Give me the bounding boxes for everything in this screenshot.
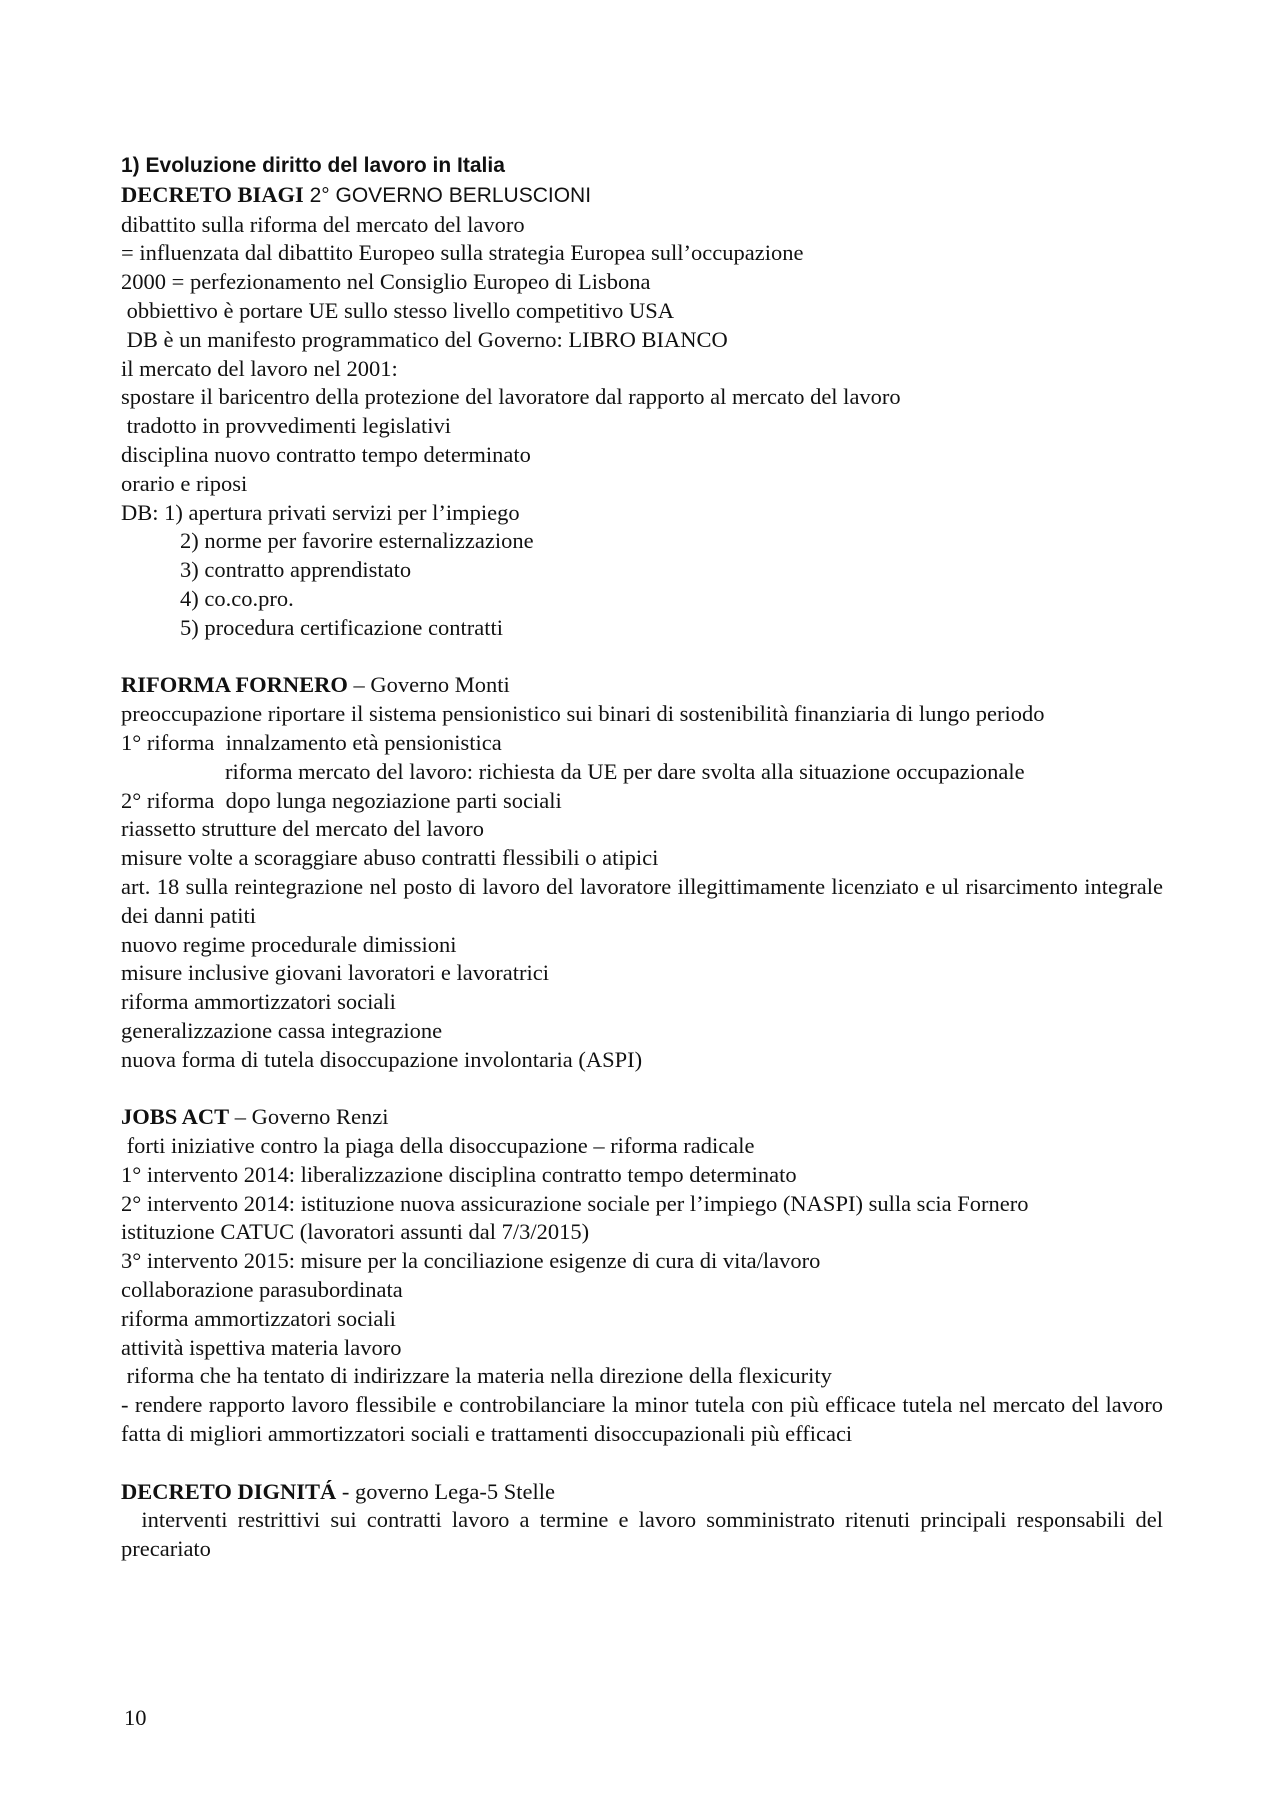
text-line: attività ispettiva materia lavoro xyxy=(121,1334,402,1360)
page-content xyxy=(121,152,1169,1564)
text-line: tradotto in provvedimenti legislativi xyxy=(121,413,451,439)
spacer xyxy=(121,1075,1163,1104)
text-line: orario e riposi xyxy=(121,470,248,496)
text-line: dibattito sulla riforma del mercato del lavoro xyxy=(121,211,525,237)
heading-rest: – Governo Monti xyxy=(347,672,510,698)
text-line: 2° riforma dopo lunga negoziazione parti sociali xyxy=(121,787,562,813)
text-line: obbiettivo è portare UE sullo stesso livello competitivo USA xyxy=(121,297,675,323)
spacer xyxy=(121,1449,1163,1478)
spacer xyxy=(121,643,1163,672)
heading-rest: – Governo Renzi xyxy=(229,1104,389,1130)
paragraph: 2° intervento 2014: istituzione nuova assicurazione sociale per l’impiego (NASPI) sulla scia Fornero xyxy=(121,1190,1029,1216)
section-heading-dignita xyxy=(121,1478,1163,1507)
document-title: 1) Evoluzione diritto del lavoro in Italia xyxy=(121,154,505,177)
heading-bold: RIFORMA FORNERO xyxy=(121,672,348,698)
text-line: DB: 1) apertura privati servizi per l’impiego xyxy=(121,499,520,525)
list-item: 3) contratto apprendistato xyxy=(180,557,412,583)
paragraph: art. 18 sulla reintegrazione nel posto di lavoro del lavoratore illegittimamente licenziato e ul risarcimento integrale dei danni patiti xyxy=(121,873,1163,928)
list-item: 5) procedura certificazione contratti xyxy=(180,614,503,640)
heading-bold: DECRETO BIAGI xyxy=(121,181,304,207)
section-heading-fornero xyxy=(121,671,1163,700)
text-line: 1° riforma innalzamento età pensionistica xyxy=(121,729,502,755)
paragraph: preoccupazione riportare il sistema pensionistico sui binari di sostenibilità finanziaria di lungo periodo xyxy=(121,701,1045,727)
heading-bold: DECRETO DIGNITÁ xyxy=(121,1478,337,1504)
text-line: misure volte a scoraggiare abuso contratti flessibili o atipici xyxy=(121,845,659,871)
heading-bold: JOBS ACT xyxy=(121,1104,230,1130)
text-line: il mercato del lavoro nel 2001: xyxy=(121,355,398,381)
text-line: generalizzazione cassa integrazione xyxy=(121,1017,443,1043)
text-line: disciplina nuovo contratto tempo determinato xyxy=(121,441,531,467)
text-line: = influenzata dal dibattito Europeo sulla strategia Europea sull’occupazione xyxy=(121,240,804,266)
paragraph: - rendere rapporto lavoro flessibile e controbilanciare la minor tutela con più efficace tutela nel mercato del lavoro fatta di migliori ammortizzatori sociali e trattamenti disoccupazionali più efficaci xyxy=(121,1392,1163,1447)
text-line: riforma mercato del lavoro: richiesta da UE per dare svolta alla situazione occupazionale xyxy=(225,758,1025,784)
text-line: spostare il baricentro della protezione del lavoratore dal rapporto al mercato del lavoro xyxy=(121,384,901,410)
list-item: 2) norme per favorire esternalizzazione xyxy=(180,528,534,554)
paragraph: interventi restrittivi sui contratti lavoro a termine e lavoro somministrato ritenuti principali responsabili del precariato xyxy=(121,1507,1169,1562)
text-line: riforma ammortizzatori sociali xyxy=(121,989,396,1015)
text-line: 1° intervento 2014: liberalizzazione disciplina contratto tempo determinato xyxy=(121,1161,797,1187)
text-line: istituzione CATUC (lavoratori assunti dal 7/3/2015) xyxy=(121,1219,590,1245)
text-line: nuovo regime procedurale dimissioni xyxy=(121,931,457,957)
heading-rest: - governo Lega-5 Stelle xyxy=(336,1478,555,1504)
page-number: 10 xyxy=(124,1705,147,1730)
text-line: forti iniziative contro la piaga della disoccupazione – riforma radicale xyxy=(121,1133,755,1159)
text-line: 3° intervento 2015: misure per la conciliazione esigenze di cura di vita/lavoro xyxy=(121,1248,821,1274)
text-line: DB è un manifesto programmatico del Governo: LIBRO BIANCO xyxy=(121,326,728,352)
section-heading-jobsact xyxy=(121,1103,1163,1132)
text-line: riforma che ha tentato di indirizzare la materia nella direzione della flexicurity xyxy=(121,1363,832,1389)
text-line: riforma ammortizzatori sociali xyxy=(121,1305,396,1331)
text-line: collaborazione parasubordinata xyxy=(121,1277,403,1303)
heading-rest: 2° GOVERNO BERLUSCIONI xyxy=(303,183,592,207)
text-line: nuova forma di tutela disoccupazione involontaria (ASPI) xyxy=(121,1046,643,1072)
text-line: misure inclusive giovani lavoratori e lavoratrici xyxy=(121,960,549,986)
text-line: 2000 = perfezionamento nel Consiglio Europeo di Lisbona xyxy=(121,269,651,295)
section-heading-biagi xyxy=(121,181,1163,211)
list-item: 4) co.co.pro. xyxy=(180,585,294,611)
text-line: riassetto strutture del mercato del lavoro xyxy=(121,816,484,842)
